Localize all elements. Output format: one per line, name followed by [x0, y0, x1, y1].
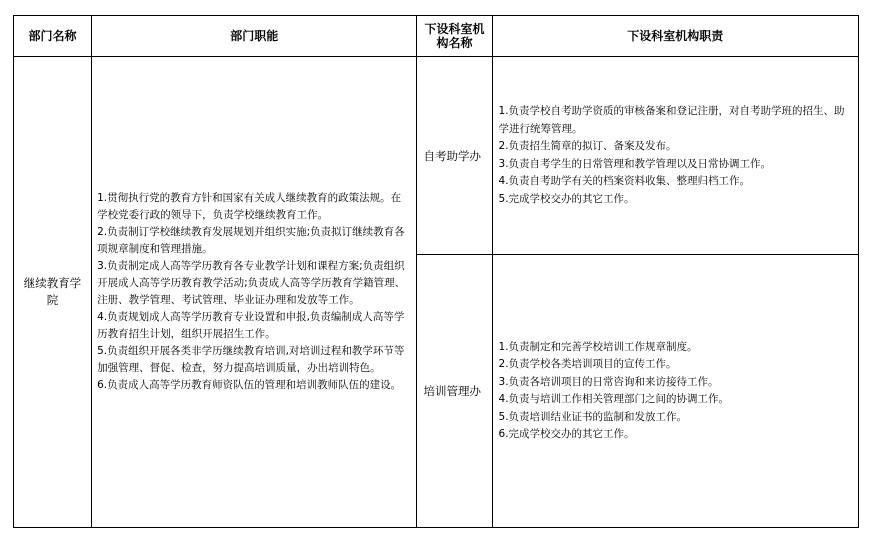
dept-name-cell	[14, 57, 92, 528]
dept-duty-item: 2.负责制订学校继续教育发展规划并组织实施;负责拟订继续教育各项规章制度和管理措施。	[97, 226, 405, 255]
sub-office-duty-item: 5.完成学校交办的其它工作。	[498, 192, 635, 205]
sub-office-duty-item: 1.负责制定和完善学校培训工作规章制度。	[498, 340, 698, 353]
sub-office-duties-cell	[492, 255, 858, 528]
header-sub-office-name-text: 下设科室机构名称	[424, 22, 485, 50]
sub-office-duty-item: 5.负责培训结业证书的监制和发放工作。	[498, 410, 688, 423]
sub-office-duty-item: 6.完成学校交办的其它工作。	[498, 428, 635, 440]
dept-duty-item: 3.负责制定成人高等学历教育各专业教学计划和课程方案;负责组织开展成人高等学历教育教学活动;负责成人高等学历教育学籍管理、注册、教学管理、考试管理、毕业证办理和发放等工作。	[97, 260, 406, 306]
sub-office-duty-item: 4.负责自考助学有关的档案资料收集、整理归档工作。	[498, 175, 751, 187]
dept-duty-item: 6.负责成人高等学历教育师资队伍的管理和培训教师队伍的建设。	[97, 379, 402, 391]
sub-office-duty-item: 1.负责学校自考助学资质的审核备案和登记注册，对自考助学班的招生、助学进行统筹管理。	[498, 105, 845, 135]
sub-office-duty-item: 2.负责招生简章的拟订、备案及发布。	[498, 140, 677, 152]
header-sub-office-duties: 下设科室机构职责	[492, 16, 858, 57]
dept-duty-item: 4.负责规划成人高等学历教育专业设置和申报,负责编制成人高等学历教育招生计划，组织开展招生工作。	[97, 311, 405, 340]
sub-office-name-cell	[417, 57, 492, 255]
sub-office-duties-cell	[492, 57, 858, 255]
header-dept-name: 部门名称	[14, 16, 92, 57]
sub-office-duty-item: 3.负责各培训项目的日常咨询和来访接待工作。	[498, 375, 719, 388]
department-table	[13, 15, 859, 528]
header-dept-duties: 部门职能	[92, 16, 417, 57]
dept-duties-cell	[92, 57, 417, 528]
table-row	[14, 57, 859, 255]
dept-duty-item: 5.负责组织开展各类非学历继续教育培训,对培训过程和教学环节等加强管理、督促、检查，努力提高培训质量，办出培训特色。	[97, 345, 405, 374]
sub-office-name: 培训管理办	[423, 384, 481, 398]
header-row	[14, 16, 859, 57]
sub-office-duty-item: 4.负责与培训工作相关管理部门之间的协调工作。	[498, 393, 730, 405]
dept-name: 继续教育学院	[23, 276, 82, 307]
sub-office-name-cell	[417, 255, 492, 528]
sub-office-duty-item: 2.负责学校各类培训项目的宣传工作。	[498, 358, 677, 370]
dept-duty-item: 1.贯彻执行党的教育方针和国家有关成人继续教育的政策法规。在学校党委行政的领导下，负责学校继续教育工作。	[97, 192, 402, 221]
header-sub-office-name	[417, 16, 492, 57]
sub-office-duty-item: 3.负责自考学生的日常管理和教学管理以及日常协调工作。	[498, 157, 772, 170]
sub-office-name: 自考助学办	[423, 148, 481, 163]
